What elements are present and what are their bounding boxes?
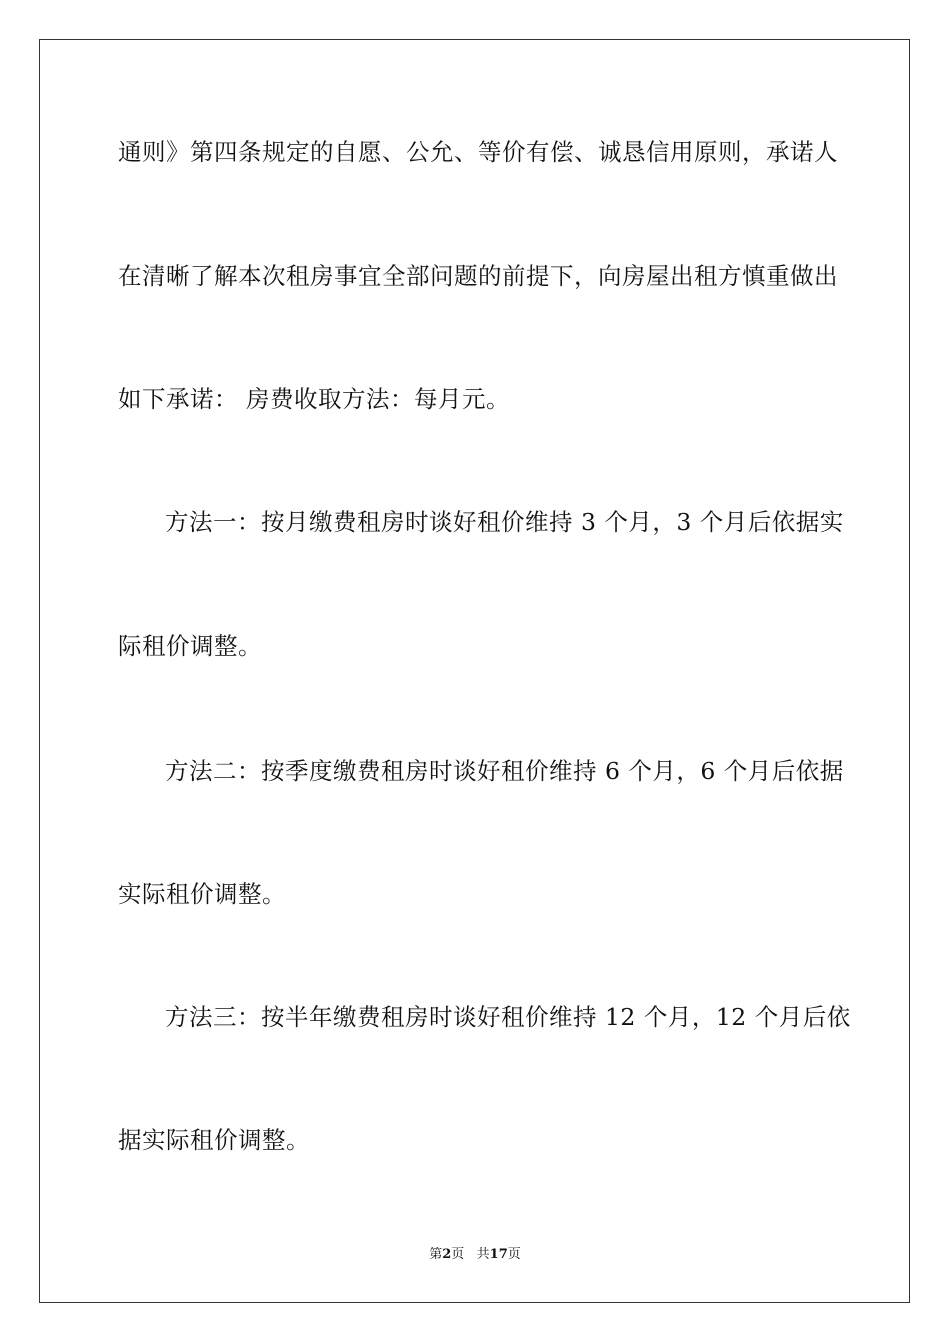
footer-middle: 页 共 — [451, 1247, 490, 1262]
paragraph-line: 际租价调整。 — [118, 632, 262, 660]
paragraph-line: 在清晰了解本次租房事宜全部问题的前提下，向房屋出租方慎重做出 — [118, 262, 838, 290]
paragraph-line: 如下承诺： 房费收取方法：每月元。 — [118, 385, 510, 413]
footer-suffix: 页 — [507, 1247, 521, 1262]
current-page-number: 2 — [442, 1247, 452, 1262]
paragraph-line: 实际租价调整。 — [118, 880, 286, 908]
paragraph-line: 方法三：按半年缴费租房时谈好租价维持 12 个月，12 个月后依 — [165, 1003, 851, 1031]
footer-prefix: 第 — [429, 1247, 443, 1262]
page-footer — [0, 1247, 950, 1263]
paragraph-line: 通则》第四条规定的自愿、公允、等价有偿、诚恳信用原则，承诺人 — [118, 138, 838, 166]
paragraph-line: 方法一：按月缴费租房时谈好租价维持 3 个月，3 个月后依据实 — [165, 508, 844, 536]
paragraph-line: 方法二：按季度缴费租房时谈好租价维持 6 个月，6 个月后依据 — [165, 757, 844, 785]
page-border — [39, 39, 910, 1303]
total-page-number: 17 — [489, 1247, 508, 1262]
paragraph-line: 据实际租价调整。 — [118, 1126, 310, 1154]
